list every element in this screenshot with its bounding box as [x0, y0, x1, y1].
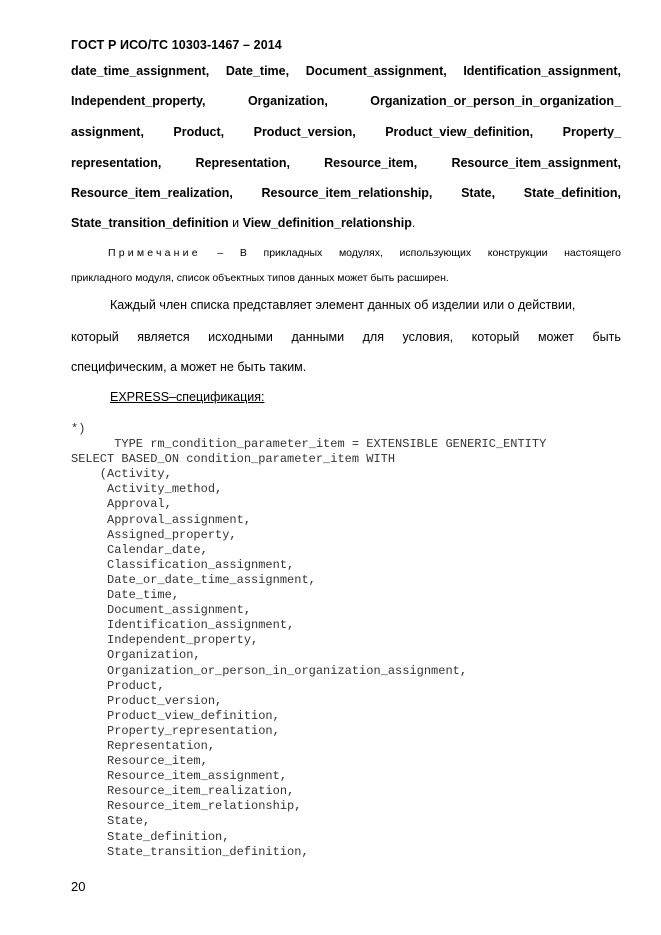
list-line-6 — [71, 216, 621, 230]
code-line: State, — [71, 814, 151, 829]
paragraph-line-3: специфическим, а может не быть таким. — [71, 360, 307, 374]
paragraph-word: условия, — [402, 330, 454, 344]
code-line: State_transition_definition, — [71, 844, 309, 859]
code-line: Date_or_date_time_assignment, — [71, 572, 316, 587]
list-word: Property_ — [562, 125, 621, 139]
list-word: assignment, — [71, 125, 144, 139]
paragraph-word: для — [362, 330, 384, 344]
list-word: Resource_item_assignment, — [451, 156, 621, 170]
code-line: Calendar_date, — [71, 542, 208, 557]
code-line: *) — [71, 422, 86, 436]
list-word: Independent_property, — [71, 94, 206, 108]
code-line: Organization, — [71, 648, 201, 663]
paragraph-word: является — [137, 330, 190, 344]
list-word: date_time_assignment, — [71, 64, 210, 78]
code-line: (Activity, — [71, 467, 172, 482]
code-line: Approval, — [71, 497, 172, 512]
note-line-1 — [108, 247, 621, 259]
note-label: Примечание — [108, 247, 201, 259]
code-line: State_definition, — [71, 829, 230, 844]
code-line: Resource_item_realization, — [71, 784, 295, 799]
code-line: Activity_method, — [71, 482, 223, 497]
paragraph-word: данными — [291, 330, 345, 344]
list-line-1 — [71, 64, 621, 78]
list-word: Date_time, — [225, 64, 290, 78]
code-line: Independent_property, — [71, 633, 259, 648]
list-word: representation, — [71, 156, 162, 170]
list-word: Resource_item_realization, — [71, 186, 233, 200]
code-line: SELECT BASED_ON condition_parameter_item WITH — [71, 452, 396, 467]
list-word: Document_assignment, — [305, 64, 447, 78]
list-word: View_definition_relationship — [242, 216, 412, 230]
code-line: Identification_assignment, — [71, 618, 295, 633]
paragraph-word: который — [471, 330, 520, 344]
code-line: Assigned_property, — [71, 527, 237, 542]
code-line: Date_time, — [71, 588, 180, 603]
list-line-3 — [71, 125, 621, 139]
code-line: Product_version, — [71, 693, 223, 708]
code-line: Resource_item_assignment, — [71, 769, 288, 784]
list-word: Product_view_definition, — [385, 125, 534, 139]
list-word: Representation, — [195, 156, 290, 170]
code-line: Representation, — [71, 738, 216, 753]
paragraph-word: может — [537, 330, 574, 344]
list-word: Product_version, — [253, 125, 356, 139]
list-line-5 — [71, 186, 621, 200]
code-line: Approval_assignment, — [71, 512, 252, 527]
paragraph-word: который — [71, 330, 119, 344]
code-line: Organization_or_person_in_organization_assignment, — [71, 663, 468, 678]
code-line: Product_view_definition, — [71, 708, 280, 723]
paragraph-word: исходными — [208, 330, 273, 344]
list-word: State_transition_definition — [71, 216, 229, 230]
list-line-4 — [71, 156, 621, 170]
list-word: State_definition, — [523, 186, 621, 200]
paragraph-line-1: Каждый член списка представляет элемент данных об изделии или о действии, — [110, 298, 576, 312]
code-line: Resource_item_relationship, — [71, 799, 302, 814]
page-header-title: ГОСТ Р ИСО/ТС 10303-1467 – 2014 — [71, 38, 282, 52]
express-spec-heading: EXPRESS–спецификация: — [110, 390, 265, 404]
list-word: Resource_item, — [324, 156, 418, 170]
note-line-2: прикладного модуля, список объектных типов данных может быть расширен. — [71, 272, 449, 284]
list-word: Resource_item_relationship, — [261, 186, 433, 200]
list-word: State, — [461, 186, 496, 200]
note-word: В — [239, 247, 247, 259]
note-word: конструкции — [487, 247, 548, 259]
note-word: использующих — [399, 247, 472, 259]
list-word: Product, — [173, 125, 225, 139]
code-line: Document_assignment, — [71, 603, 252, 618]
code-line: TYPE rm_condition_parameter_item = EXTENSIBLE GENERIC_ENTITY — [71, 437, 547, 452]
code-line: Product, — [71, 678, 165, 693]
note-word: настоящего — [564, 247, 621, 259]
list-word: Identification_assignment, — [463, 64, 621, 78]
note-word: модулях, — [338, 247, 383, 259]
code-line: Property_representation, — [71, 723, 280, 738]
paragraph-line-2 — [71, 330, 621, 344]
code-line: Classification_assignment, — [71, 557, 295, 572]
list-word: Organization, — [247, 94, 328, 108]
period-text: . — [411, 216, 416, 230]
list-word: Organization_or_person_in_organization_ — [370, 94, 621, 108]
list-line-2 — [71, 94, 621, 108]
express-code-block — [71, 422, 546, 860]
note-dash: – — [217, 247, 224, 259]
page-number: 20 — [71, 879, 86, 894]
paragraph-word: быть — [592, 330, 621, 344]
note-word: прикладных — [263, 247, 323, 259]
code-line: Resource_item, — [71, 754, 208, 769]
conjunction-text: и — [228, 216, 243, 230]
